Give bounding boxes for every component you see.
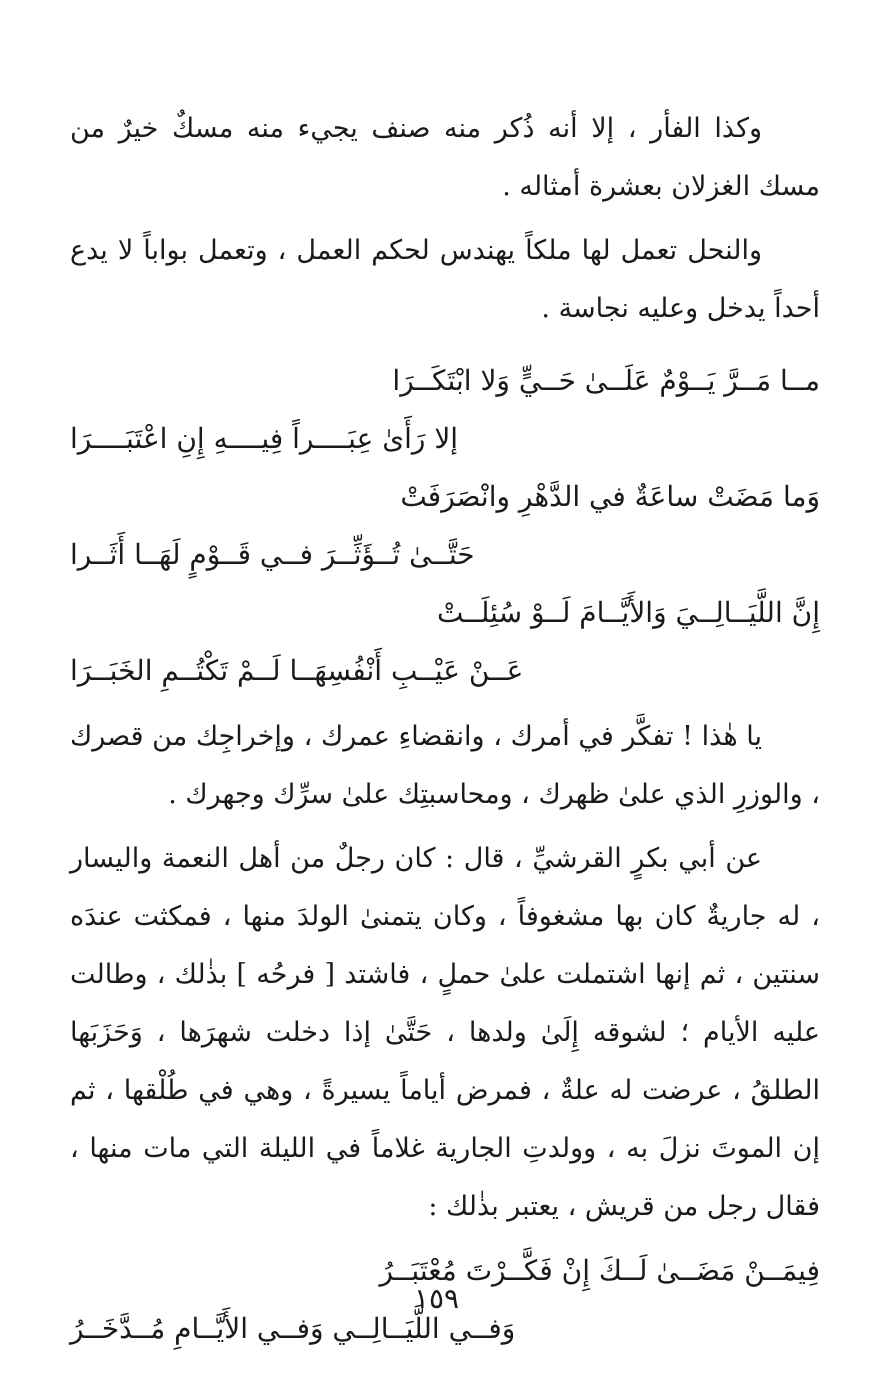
poem2-verse-1b: وَفــي اللَّيَــالِــي وَفــي الأَيَّــامِ مُــدَّخَــرُ [70,1312,516,1345]
page-number: ١٥٩ [413,1282,460,1315]
poem2-verse-1a: فِيمَــنْ مَضَــىٰ لَــكَ إِنْ فَكَّــرْتَ مُعْتَبَــرُ [379,1254,820,1287]
paragraph-bees: والنحل تعمل لها ملكاً يهندس لحكم العمل ، وتعمل بواباً لا يدع أحداً يدخل وعليه نجاسة . [70,235,820,324]
poem1-verse-2a: وَما مَضَتْ ساعَةٌ في الدَّهْرِ وانْصَرَفَتْ [400,480,820,513]
poem1-verse-3b: عَــنْ عَيْــبِ أَنْفُسِهَــا لَــمْ تَكْتُــمِ الخَبَــرَا [70,654,524,687]
paragraph-mouse: وكذا الفأر ، إلا أنه ذُكر منه صنف يجيء منه مسكٌ خيرٌ من مسك الغزلان بعشرة أمثاله . [70,113,820,202]
poem1-verse-3a: إِنَّ اللَّيَــالِــيَ وَالأَيَّــامَ لَــوْ سُئِلَــتْ [436,596,820,629]
poem1-verse-2b: حَتَّــىٰ تُــؤَثِّــرَ فــي قَــوْمٍ لَهَــا أَثَــرا [70,538,475,571]
paragraph-story: عن أبي بكرٍ القرشيِّ ، قال : كان رجلٌ من أهل النعمة واليسار ، له جاريةٌ كان بها مشغوفاً ، وكان يتمنىٰ الولدَ منها ، فمكثت عندَه سنتين ، ثم إنها اشتملت علىٰ حملٍ ، فاشتد [ فرحُه ] بذٰلك ، وطالت عليه الأيام ؛ لشوقه إِلَىٰ ولدها ، حَتَّىٰ إذا دخلت شهرَها ، وَحَزَبَها الطلقُ ، عرضت له علةٌ ، فمرض أياماً يسيرةً ، وهي في طُلْقها ، ثم إن الموتَ نزلَ به ، وولدتِ الجارية غلاماً في الليلة التي مات منها ، فقال رجل من قريش ، يعتبر بذٰلك : [70,843,820,1222]
page-body [70,100,820,1358]
poem1-verse-1b: إلا رَأَىٰ عِبَــــراً فِيــــهِ إِنِ اعْتَبَــــرَا [70,422,459,455]
poem1-verse-1a: مــا مَــرَّ يَــوْمٌ عَلَــىٰ حَــيٍّ وَلا ابْتَكَــرَا [392,364,820,397]
paragraph-reflection: يا هٰذا ! تفكَّر في أمرك ، وانقضاءِ عمرك ، وإخراجِك من قصرك ، والوزرِ الذي علىٰ ظهرك ، ومحاسبتِك علىٰ سرِّك وجهرك . [70,721,820,810]
